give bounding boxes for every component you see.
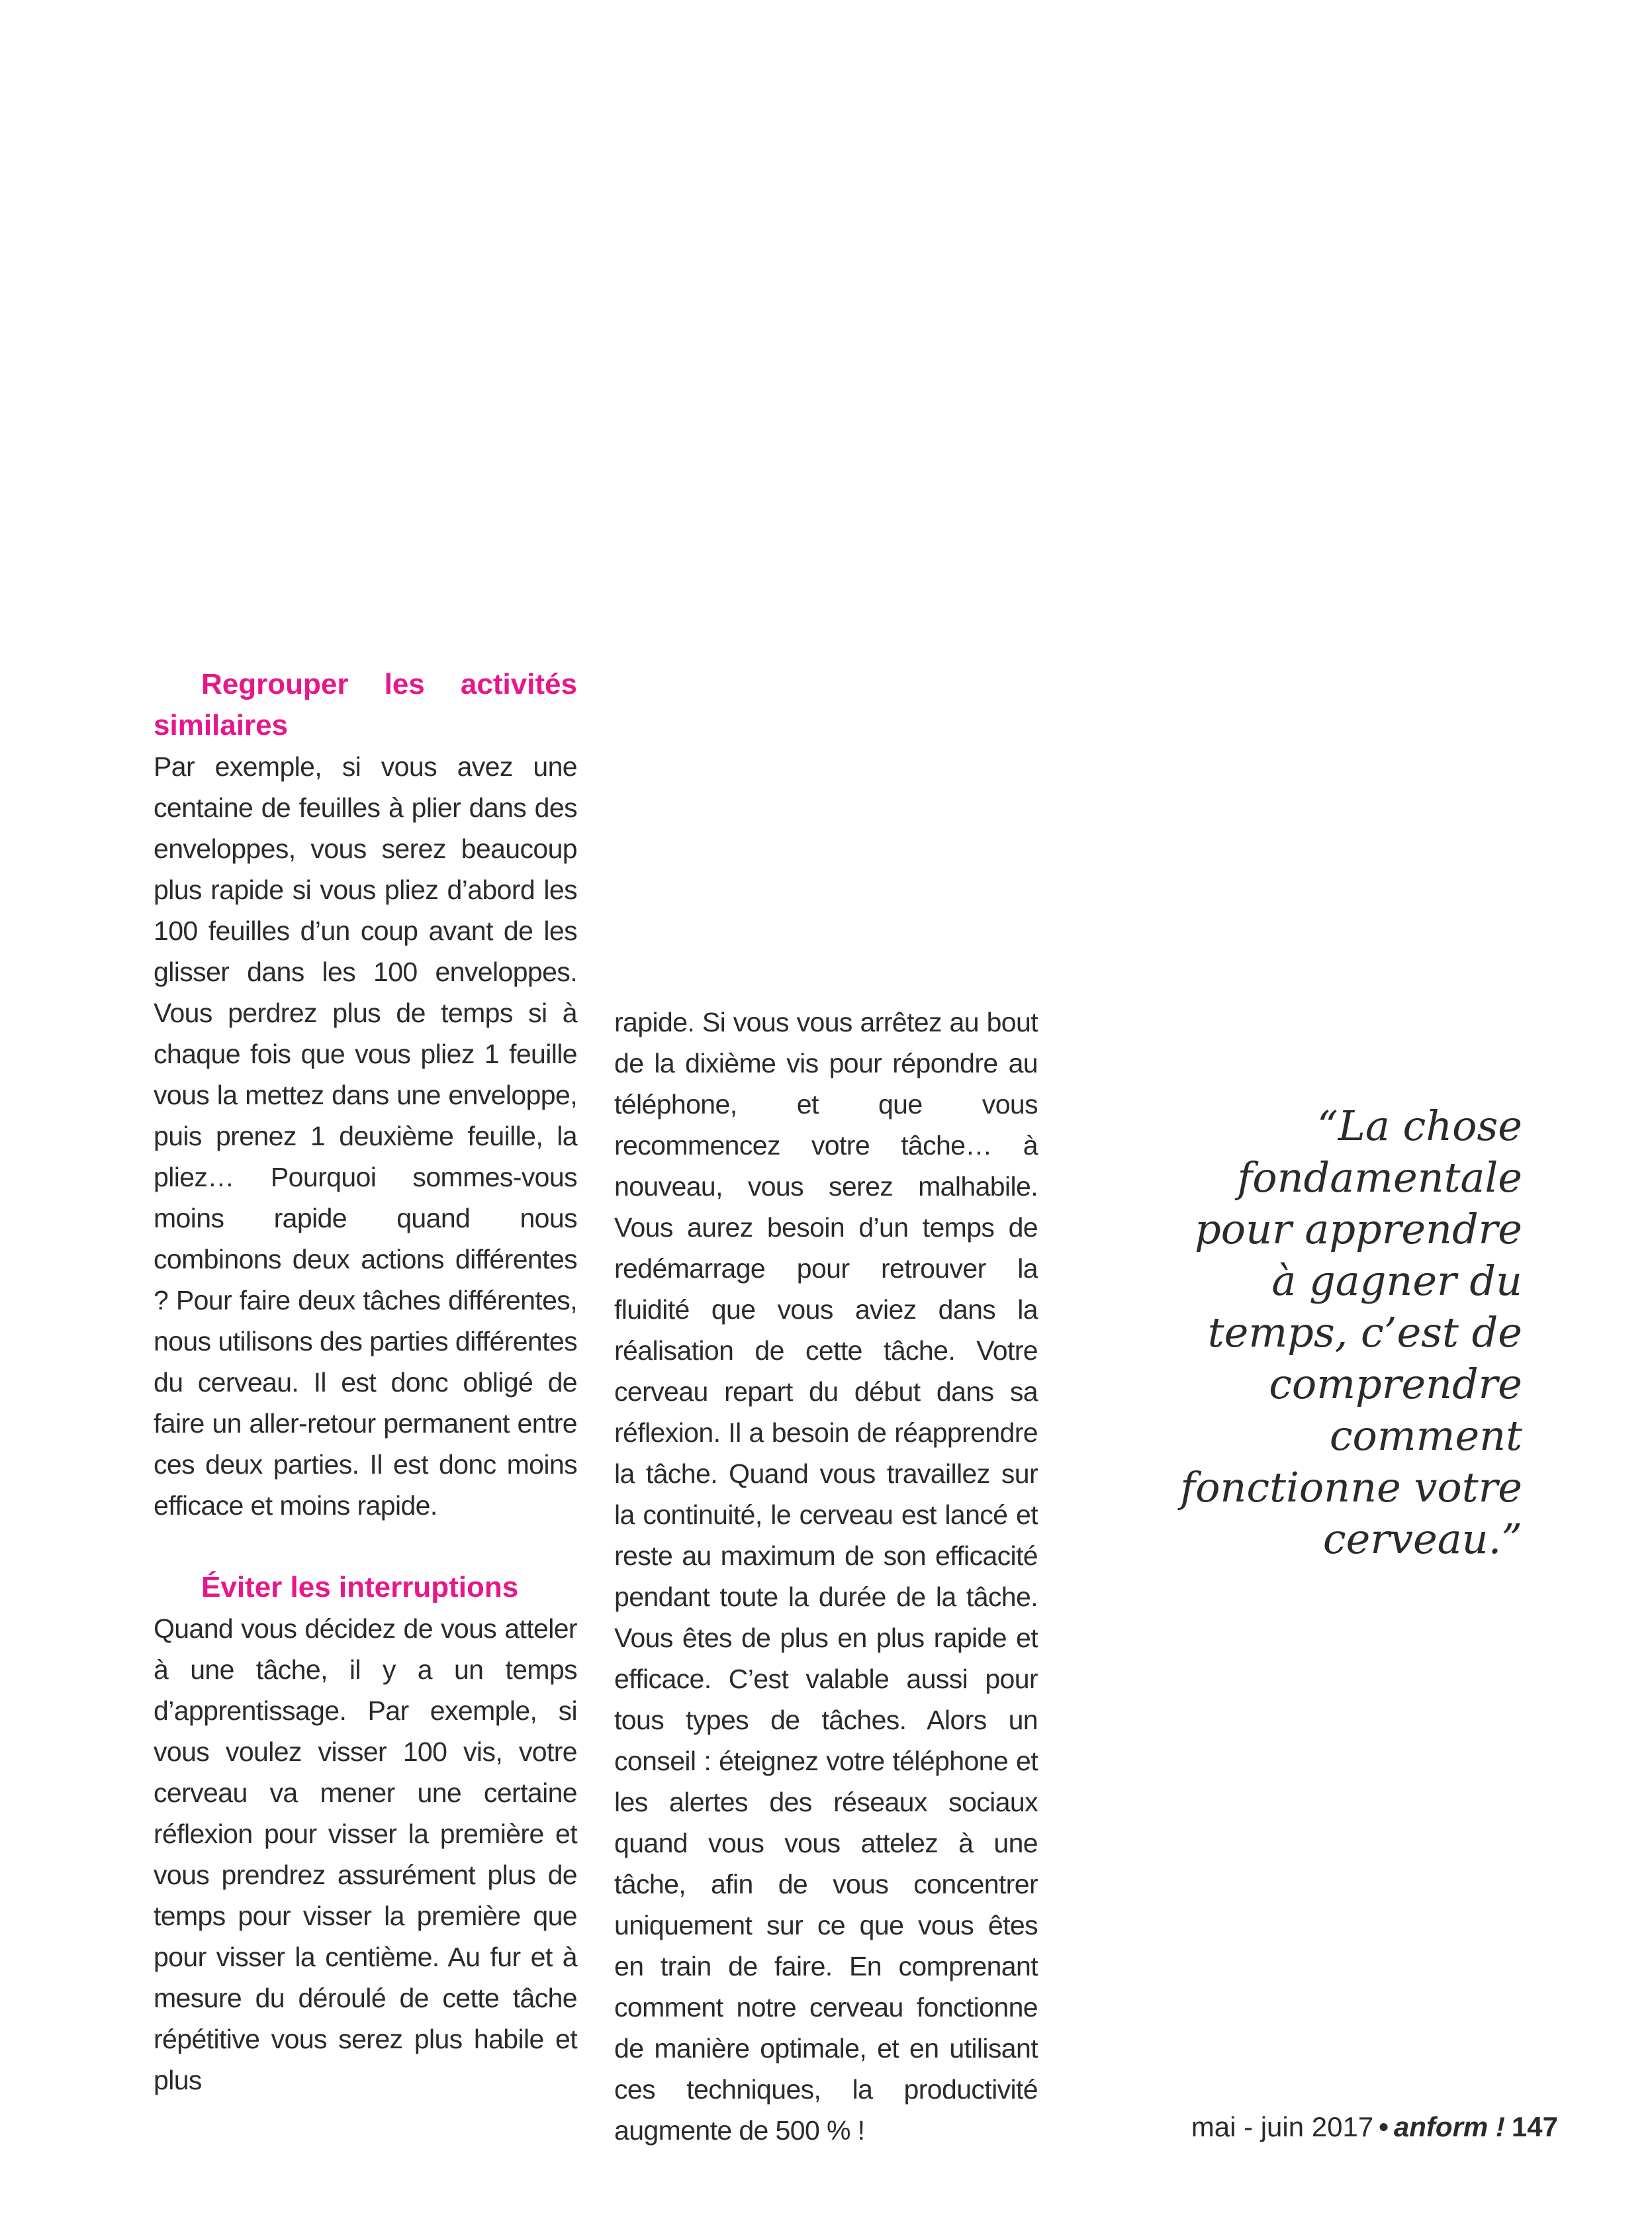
pull-quote-line: pour apprendre: [1195, 1205, 1522, 1253]
section-heading-regrouper: Regrouper les activités similaires: [154, 668, 577, 741]
issue-date: mai - juin 2017: [1191, 2111, 1374, 2142]
pull-quote-line: cerveau.”: [1322, 1515, 1522, 1563]
section-body-eviter-part2: rapide. Si vous vous arrêtez au bout de la dixième vis pour répondre au téléphone, et que vous recommencez votre tâche… à nouveau, vous serez malhabile. Vous aurez besoin d’un temps de redémarrage pour retrouver la fluidité que vous aviez dans la réalisation de cette tâche. Votre cerveau repart du début dans sa réflexion. Il a besoin de réapprendre la tâche. Quand vous travaillez sur la continuité, le cerveau est lancé et reste au maximum de son efficacité pendant toute la durée de la tâche. Vous êtes de plus en plus rapide et efficace. C’est valable aussi pour tous types de tâches. Alors un conseil : éteignez votre téléphone et les alertes des réseaux sociaux quand vous vous attelez à une tâche, afin de vous concentrer uniquement sur ce que vous êtes en train de faire. En comprenant comment notre cerveau fonctionne de manière optimale, et en utilisant ces techniques, la productivité augmente de 500 % !: [614, 1007, 1038, 2146]
page-footer: [1191, 2111, 1558, 2144]
page-number: 147: [1511, 2111, 1558, 2142]
section-body-eviter-part1: Quand vous décidez de vous atteler à une tâche, il y a un temps d’apprentissage. Par exemple, si vous voulez visser 100 vis, votre cerveau va mener une certaine réflexion pour visser la première et vous prendrez assurément plus de temps pour visser la première que pour visser la centième. Au fur et à mesure du déroulé de cette tâche répétitive vous serez plus habile et plus: [154, 1613, 577, 2095]
pull-quote-line: temps, c’est de: [1207, 1308, 1522, 1356]
section-spacer: [154, 1526, 577, 1567]
article-column-middle: [614, 1002, 1038, 2151]
magazine-brand: anform !: [1393, 2111, 1505, 2142]
pull-quote-line: fonctionne votre: [1180, 1463, 1522, 1511]
pull-quote-line: fondamentale: [1237, 1153, 1522, 1202]
section-heading-eviter: Éviter les interruptions: [201, 1571, 519, 1603]
pull-quote-line: “La chose: [1316, 1102, 1522, 1150]
pull-quote-line: comment: [1329, 1411, 1522, 1460]
footer-separator: •: [1379, 2111, 1389, 2142]
pull-quote-line: à gagner du: [1271, 1257, 1522, 1305]
pull-quote-line: comprendre: [1269, 1360, 1522, 1408]
section-body-regrouper: Par exemple, si vous avez une centaine de feuilles à plier dans des enveloppes, vous serez beaucoup plus rapide si vous pliez d’abord les 100 feuilles d’un coup avant de les glisser dans les 100 enveloppes. Vous perdrez plus de temps si à chaque fois que vous pliez 1 feuille vous la mettez dans une enveloppe, puis prenez 1 deuxième feuille, la pliez… Pourquoi sommes-vous moins rapide quand nous combinons deux actions différentes ? Pour faire deux tâches différentes, nous utilisons des parties différentes du cerveau. Il est donc obligé de faire un aller-retour permanent entre ces deux parties. Il est donc moins efficace et moins rapide.: [154, 751, 577, 1521]
pull-quote: [1152, 1100, 1522, 1565]
article-column-left: [154, 664, 577, 2101]
